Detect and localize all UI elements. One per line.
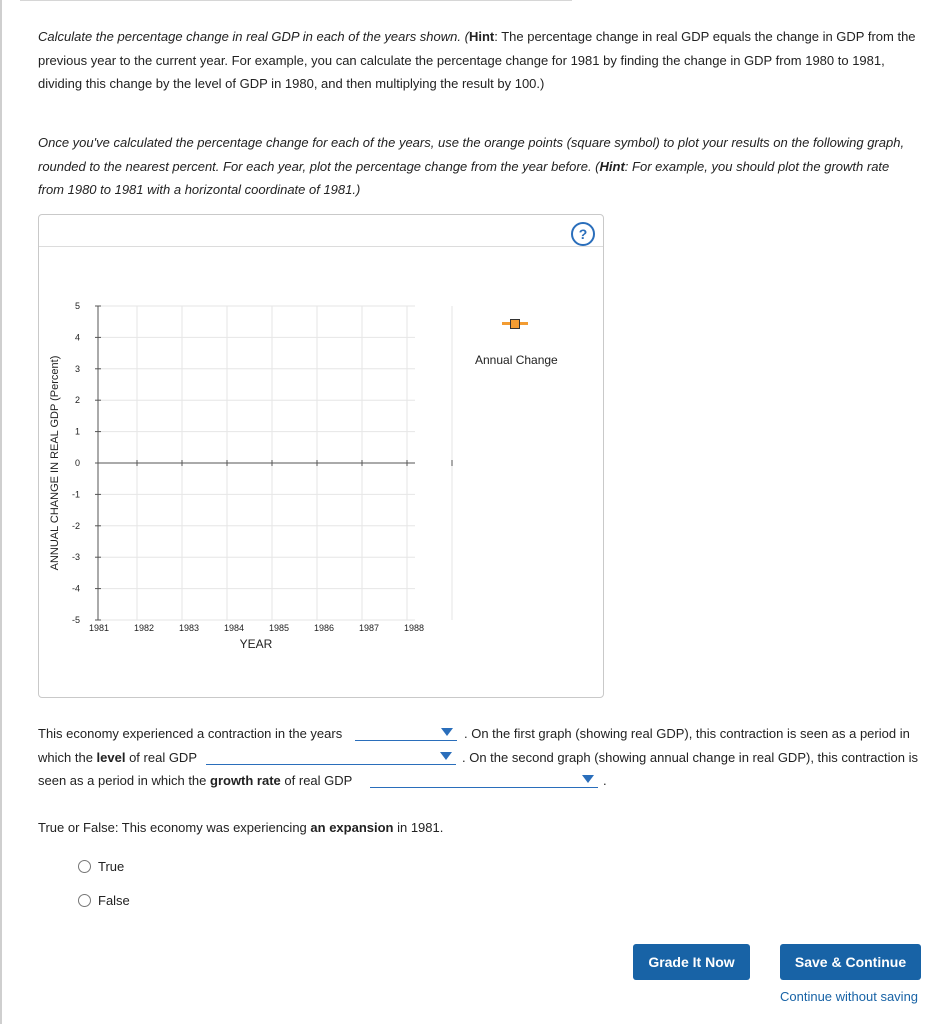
y-tick-label: 3 (74, 363, 80, 374)
left-border (0, 0, 2, 1024)
radio-true[interactable] (78, 860, 91, 873)
y-tick-label: 4 (74, 332, 80, 343)
y-tick-label: 5 (74, 301, 80, 311)
x-tick-labels (89, 623, 424, 633)
help-button[interactable]: ? (571, 222, 595, 246)
legend-annual-change-marker[interactable] (502, 317, 528, 331)
p1-hint: Hint (468, 29, 495, 44)
q1-part2: . On the first graph (showing real GDP), this contraction is seen as a period in (464, 726, 910, 741)
x-tick-label: 1983 (178, 623, 200, 633)
q1-part5-b: growth rate (210, 773, 281, 788)
chart-axes (95, 306, 452, 620)
instruction-paragraph-1 (38, 25, 918, 96)
x-tick-label: 1984 (223, 623, 245, 633)
x-tick-label: 1982 (133, 623, 155, 633)
chevron-down-icon (582, 775, 594, 783)
q2-prompt-a: True or False: This economy was experiencing (38, 820, 311, 835)
chart-svg[interactable] (39, 215, 603, 697)
p2-hint: Hint (599, 158, 625, 174)
legend-label: Annual Change (475, 353, 558, 367)
radio-option-false[interactable] (78, 893, 130, 908)
q2-prompt-c: in 1981. (393, 820, 444, 835)
p2-text-b: : For example, you should plot the growth rate from 1980 to 1981 with a horizontal coordinate of 1981.) (38, 158, 890, 197)
q1-part3 (38, 750, 197, 765)
y-tick-label: 2 (74, 395, 80, 406)
q1-part5 (38, 773, 352, 788)
q1-period: . (603, 773, 607, 788)
chevron-down-icon (441, 728, 453, 736)
y-tick-label: -4 (71, 583, 80, 594)
q2-prompt (38, 820, 443, 835)
y-tick-label: -1 (71, 489, 80, 500)
y-tick-label: -5 (71, 615, 80, 625)
graph-panel (38, 214, 604, 698)
x-tick-label: 1981 (88, 623, 110, 633)
q2-prompt-b: an expansion (310, 820, 394, 835)
radio-false-label: False (98, 893, 130, 908)
y-tick-label: -2 (71, 520, 80, 531)
p1-text-a: Calculate the percentage change in real GDP in each of the years shown. ( (38, 29, 469, 44)
q1-part5-a: seen as a period in which the (38, 773, 210, 788)
p2-text-a: Once you've calculated the percentage change for each of the years, use the orange points (square symbol) to plot your results on the following graph, rounded to the nearest percent. For each year, plot the percentage change from the year before. ( (38, 135, 905, 174)
y-tick-label: 0 (74, 458, 80, 468)
q1-part3-b: level (96, 750, 126, 765)
q1-part1: This economy experienced a contraction in the years (38, 726, 343, 741)
x-tick-label: 1988 (403, 623, 425, 633)
x-tick-label: 1987 (358, 623, 380, 633)
dropdown-level[interactable] (206, 748, 456, 765)
instruction-paragraph-2 (38, 131, 918, 202)
continue-without-saving-link[interactable]: Continue without saving (780, 989, 919, 1004)
q1-part4: . On the second graph (showing annual change in real GDP), this contraction is (462, 750, 918, 765)
radio-false[interactable] (78, 894, 91, 907)
grade-it-now-button[interactable]: Grade It Now (633, 944, 750, 980)
x-tick-label: 1986 (313, 623, 335, 633)
q1-part3-a: which the (38, 750, 97, 765)
radio-option-true[interactable] (78, 859, 124, 874)
x-axis-label: YEAR (239, 637, 273, 651)
dropdown-growth-rate[interactable] (370, 771, 598, 788)
y-tick-labels (72, 301, 80, 625)
chevron-down-icon (440, 752, 452, 760)
y-axis-label: ANNUAL CHANGE IN REAL GDP (Percent) (49, 355, 61, 571)
x-tick-label: 1985 (268, 623, 290, 633)
p1-text-b: : The percentage change in real GDP equals the change in GDP from the previous year to the current year. For example, you can calculate the percentage change for 1981 by finding the change in GDP from 1980 to 1981, dividing this change by the level of GDP in 1980, and then multiplying the result by 100.) (38, 29, 916, 91)
y-tick-label: 1 (74, 426, 80, 437)
y-tick-label: -3 (71, 552, 80, 563)
radio-true-label: True (98, 859, 125, 874)
q1-part3-c: of real GDP (125, 750, 197, 765)
save-continue-button[interactable]: Save & Continue (780, 944, 921, 980)
top-divider (20, 0, 572, 1)
q1-part5-c: of real GDP (280, 773, 353, 788)
legend-square-icon (510, 319, 520, 329)
dropdown-contraction-years[interactable] (355, 724, 457, 741)
